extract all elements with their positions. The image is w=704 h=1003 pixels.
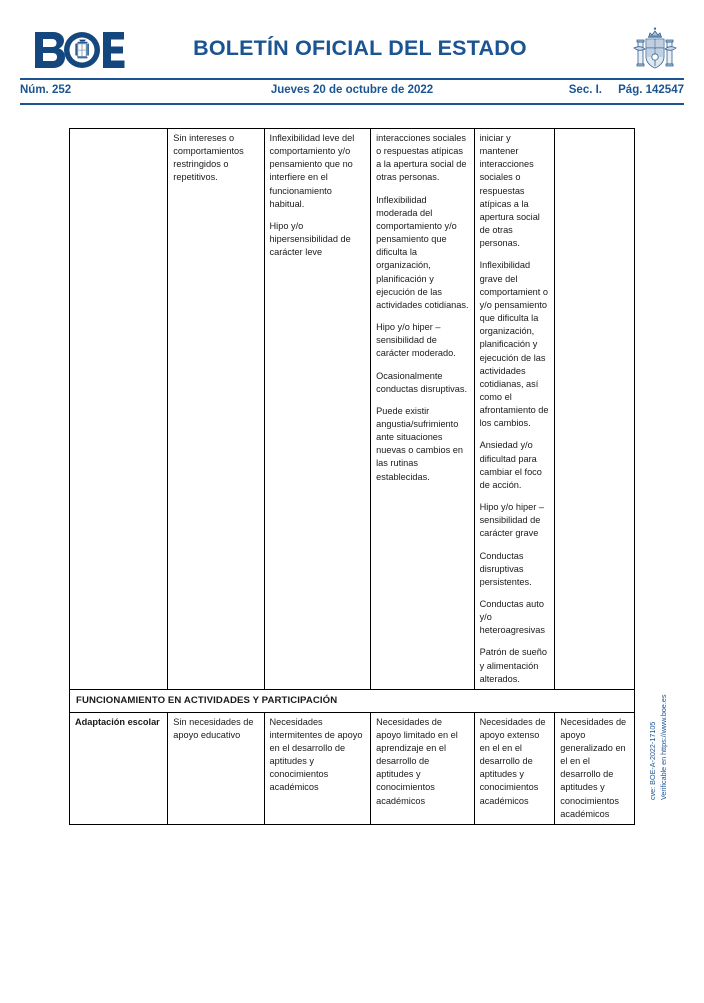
cell-r3-c2: Sin necesidades de apoyo educativo [168, 712, 264, 824]
table-section-row [70, 689, 635, 712]
criteria-table [69, 128, 635, 825]
page-title: BOLETÍN OFICIAL DEL ESTADO [193, 36, 527, 60]
cell-r1-c2: Sin intereses o comportamientos restringidos o repetitivos. [168, 129, 264, 690]
coat-of-arms-icon [632, 26, 678, 76]
section-header-label: FUNCIONAMIENTO EN ACTIVIDADES Y PARTICIPACIÓN [70, 689, 635, 712]
cell-paragraph: Inflexibilidad moderada del comportamiento y/o pensamiento que dificulta la organización, planificación y ejecución de las actividades cotidianas. [376, 194, 469, 310]
cell-paragraph: Conductas auto y/o heteroagresivas [479, 599, 545, 636]
issue-number: Núm. 252 [20, 84, 72, 96]
cell-paragraph: Ocasionalmente conductas disruptivas. [376, 370, 468, 394]
cve-code: cve: BOE-A-2022-17105 [648, 721, 657, 800]
section-ref: Sec. I. [568, 84, 602, 96]
cell-paragraph: Patrón de sueño y alimentación alterados. [479, 647, 548, 684]
table-row [70, 712, 635, 824]
cell-paragraph: Hipo y/o hiper – sensibilidad de carácter moderado. [376, 322, 456, 359]
cell-paragraph: Hipo y/o hipersensibilidad de carácter leve [269, 220, 351, 258]
cell-paragraph: Ansiedad y/o dificultad para cambiar el foco de acción. [479, 440, 542, 490]
table-row [70, 129, 635, 690]
verification-url: Verificable en https://www.boe.es [658, 694, 668, 800]
cell-paragraph: Inflexibilidad leve del comportamiento y/o pensamiento que no interfiere en el funcionamiento habitual. [269, 133, 355, 209]
page-number: Pág. 142547 [618, 84, 684, 96]
cell-paragraph: interacciones sociales o respuestas atípicas a la apertura social de otras personas. [376, 133, 467, 183]
page-header-line [20, 82, 684, 102]
cell-r1-c3 [264, 129, 371, 690]
cell-r3-c6: Necesidades de apoyo generalizado en el en el desarrollo de aptitudes y conocimientos académicos [555, 712, 635, 824]
cell-paragraph: Conductas disruptivas persistentes. [479, 550, 532, 587]
cell-r3-c3: Necesidades intermitentes de apoyo en el desarrollo de aptitudes y conocimientos académicos [264, 712, 371, 824]
cell-paragraph: iniciar y mantener interacciones sociales o respuestas atípicas a la apertura social de otras personas. [479, 133, 540, 249]
issue-date: Jueves 20 de octubre de 2022 [270, 84, 434, 96]
verification-side-note [648, 650, 678, 800]
cell-r1-c6 [555, 129, 635, 690]
cell-paragraph: Puede existir angustia/sufrimiento ante situaciones nuevas o cambios en las rutinas establecidas. [376, 405, 463, 482]
header-rule-bottom [20, 103, 684, 105]
cell-r3-c1: Adaptación escolar [70, 712, 168, 824]
cell-r1-c4 [371, 129, 474, 690]
cell-paragraph: Inflexibilidad grave del comportamient o y/o pensamiento que dificulta la organización, planificación y ejecución de las actividades cotidianas, así como el afrontamiento de los cambios. [479, 260, 549, 429]
header-rule-top [20, 78, 684, 80]
masthead [0, 0, 704, 78]
cell-r3-c4: Necesidades de apoyo limitado en el aprendizaje en el desarrollo de aptitudes y conocimientos académicos [371, 712, 474, 824]
cell-r3-c5: Necesidades de apoyo extenso en el en el desarrollo de aptitudes y conocimientos académicos [474, 712, 555, 824]
cell-paragraph: Hipo y/o hiper –sensibilidad de carácter grave [479, 502, 544, 539]
boe-logo-icon [33, 30, 125, 70]
cell-r1-c1 [70, 129, 168, 690]
cell-r1-c5 [474, 129, 555, 690]
